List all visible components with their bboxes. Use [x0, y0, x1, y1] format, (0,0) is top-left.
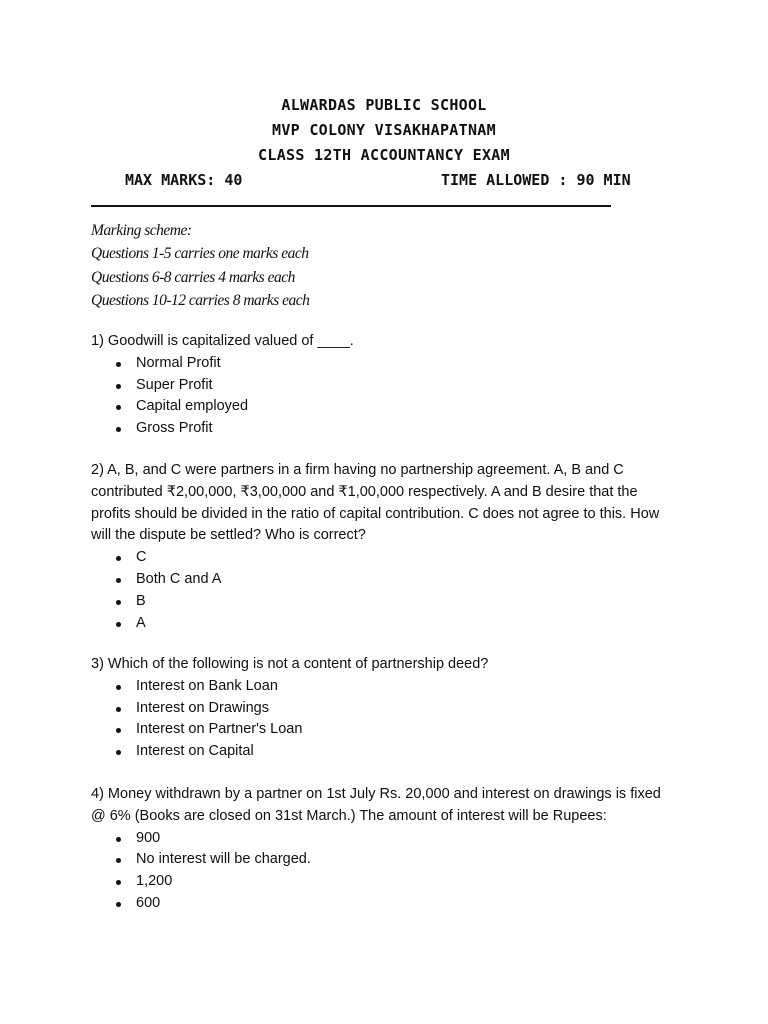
option-item: [91, 849, 666, 871]
question-stem: 4) Money withdrawn by a partner on 1st July Rs. 20,000 and interest on drawings is fixed @ 6% (Books are closed on 31st March.) The amount of interest will be Rupees:: [91, 786, 661, 824]
bullet-icon: [116, 384, 121, 389]
school-location: MVP COLONY VISAKHAPATNAM: [272, 121, 496, 139]
option-list: [91, 828, 666, 915]
option-item: [91, 676, 691, 698]
option-list: [91, 547, 666, 634]
bullet-icon: [116, 685, 121, 690]
bullet-icon: [116, 837, 121, 842]
bullet-icon: [116, 622, 121, 627]
bullet-icon: [116, 880, 121, 885]
marking-scheme-line: Questions 10-12 carries 8 marks each: [91, 291, 310, 309]
option-label: Interest on Bank Loan: [136, 677, 278, 694]
max-marks: MAX MARKS: 40: [125, 171, 243, 189]
bullet-icon: [116, 556, 121, 561]
option-label: Both C and A: [136, 570, 222, 587]
question-stem: 1) Goodwill is capitalized valued of ____.: [91, 333, 354, 349]
option-label: Interest on Drawings: [136, 699, 269, 716]
marking-scheme: [91, 219, 309, 312]
option-label: Capital employed: [136, 398, 249, 415]
option-label: Interest on Partner's Loan: [136, 721, 303, 738]
question-stem: 2) A, B, and C were partners in a firm having no partnership agreement. A, B and C contributed ₹2,00,000, ₹3,00,000 and ₹1,00,000 respectively. A and B desire that the profits should be divided in the ratio of capital contribution. C does not agree to this. How will the dispute be settled? Who is correct?: [91, 462, 660, 544]
bullet-icon: [116, 427, 121, 432]
bullet-icon: [116, 728, 121, 733]
school-name: ALWARDAS PUBLIC SCHOOL: [281, 96, 487, 114]
option-item: [91, 375, 691, 397]
exam-meta-row: [0, 168, 768, 193]
option-list: [91, 676, 691, 763]
option-item: [91, 741, 691, 763]
bullet-icon: [116, 362, 121, 367]
option-label: C: [136, 549, 147, 566]
option-label: Super Profit: [136, 376, 213, 393]
marking-scheme-line: Questions 6-8 carries 4 marks each: [91, 268, 295, 286]
option-item: [91, 828, 666, 850]
time-allowed: TIME ALLOWED : 90 MIN: [441, 171, 631, 189]
question-1: [91, 331, 691, 440]
bullet-icon: [116, 578, 121, 583]
option-label: 600: [136, 894, 161, 911]
bullet-icon: [116, 902, 121, 907]
exam-title: CLASS 12TH ACCOUNTANCY EXAM: [258, 146, 510, 164]
option-item: [91, 353, 691, 375]
option-item: [91, 569, 666, 591]
option-item: [91, 613, 666, 635]
option-item: [91, 871, 666, 893]
option-label: No interest will be charged.: [136, 851, 311, 868]
option-item: [91, 719, 691, 741]
option-label: Gross Profit: [136, 420, 213, 437]
bullet-icon: [116, 405, 121, 410]
question-2: [91, 460, 666, 634]
option-label: Interest on Capital: [136, 743, 254, 760]
option-label: 1,200: [136, 873, 173, 890]
question-3: [91, 654, 691, 763]
bullet-icon: [116, 750, 121, 755]
question-stem: 3) Which of the following is not a content of partnership deed?: [91, 656, 489, 672]
question-4: [91, 784, 666, 915]
marking-scheme-line: Questions 1-5 carries one marks each: [91, 245, 309, 263]
option-item: [91, 591, 666, 613]
bullet-icon: [116, 858, 121, 863]
option-item: [91, 698, 691, 720]
bullet-icon: [116, 707, 121, 712]
bullet-icon: [116, 600, 121, 605]
option-list: [91, 353, 691, 440]
option-item: [91, 418, 691, 440]
option-label: 900: [136, 829, 161, 846]
exam-header: [0, 93, 768, 193]
option-label: A: [136, 614, 146, 631]
header-divider: [91, 205, 611, 207]
marking-scheme-title: Marking scheme:: [91, 222, 192, 239]
option-label: Normal Profit: [136, 354, 221, 371]
option-item: [91, 396, 691, 418]
option-item: [91, 547, 666, 569]
option-item: [91, 893, 666, 915]
option-label: B: [136, 592, 146, 609]
